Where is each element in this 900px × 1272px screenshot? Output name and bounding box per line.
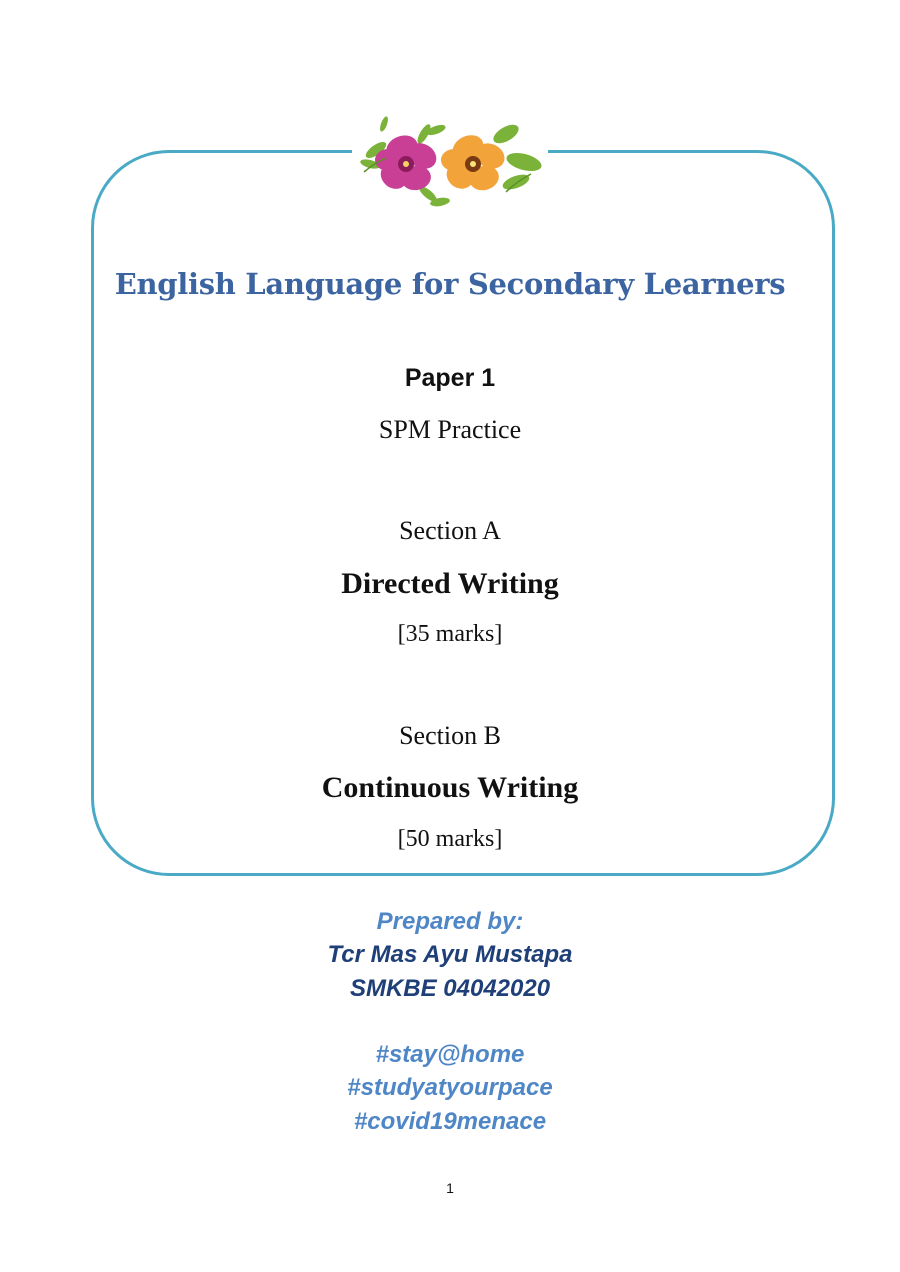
hashtag: #stay@home [375, 1041, 525, 1068]
hashtag: #studyatyourpace [347, 1074, 553, 1101]
section-a-marks: [35 marks] [397, 621, 503, 647]
section-b-title: Continuous Writing [321, 771, 579, 804]
cover-frame [91, 150, 835, 876]
paper-subtitle: SPM Practice [378, 415, 522, 444]
document-title: English Language for Secondary Learners [114, 267, 786, 301]
section-a-title: Directed Writing [341, 567, 559, 600]
page-number: 1 [446, 1180, 454, 1196]
paper-name: Paper 1 [404, 364, 496, 392]
hibiscus-flowers-icon [356, 112, 552, 214]
author-name: Tcr Mas Ayu Mustapa [327, 941, 573, 968]
section-b-label: Section B [399, 721, 501, 750]
prepared-by-label: Prepared by: [376, 908, 524, 935]
section-b-marks: [50 marks] [397, 826, 503, 852]
section-a-label: Section A [399, 516, 501, 545]
school-code: SMKBE 04042020 [349, 975, 551, 1002]
hashtag: #covid19menace [353, 1108, 547, 1135]
